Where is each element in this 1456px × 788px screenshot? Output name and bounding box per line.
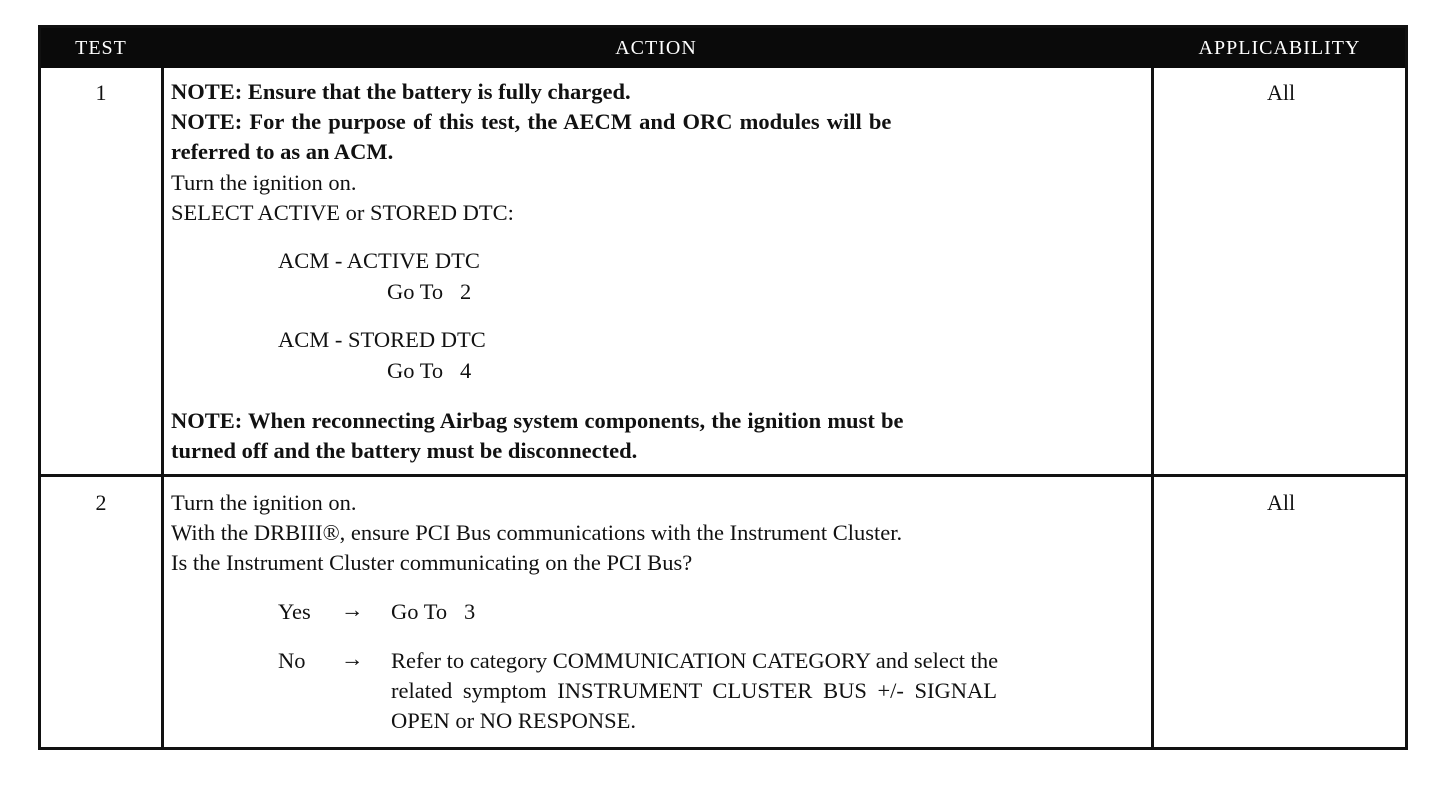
arrow-right-icon: →: [341, 646, 364, 671]
instruction-drbiii: With the DRBIII®, ensure PCI Bus communications with the Instrument Cluster.: [171, 520, 903, 545]
goto-4[interactable]: Go To 4: [387, 358, 472, 383]
table-header: [41, 28, 1405, 68]
instruction-ignition: Turn the ignition on.: [171, 170, 357, 195]
question-pci-bus: Is the Instrument Cluster communicating on the PCI Bus?: [171, 550, 693, 575]
row-divider: [41, 474, 1405, 477]
answer-no-label[interactable]: No: [278, 648, 306, 673]
note-acm-line2: referred to as an ACM.: [171, 139, 394, 164]
column-divider: [161, 68, 164, 750]
no-action-line3: OPEN or NO RESPONSE.: [391, 708, 637, 733]
diagnostic-table: [38, 25, 1408, 750]
instruction-select: SELECT ACTIVE or STORED DTC:: [171, 200, 514, 225]
test-number: 1: [95, 80, 107, 105]
test-number: 2: [95, 490, 107, 515]
note-reconnect-line2: turned off and the battery must be disconnected.: [171, 438, 638, 463]
applicability-value: All: [1266, 80, 1296, 105]
option-active-dtc[interactable]: ACM - ACTIVE DTC: [278, 248, 480, 273]
no-action-line1: Refer to category COMMUNICATION CATEGORY and select the: [391, 648, 999, 673]
instruction-ignition: Turn the ignition on.: [171, 490, 357, 515]
answer-yes-label[interactable]: Yes: [278, 599, 311, 624]
header-action: ACTION: [615, 37, 697, 59]
note-reconnect-line1: NOTE: When reconnecting Airbag system components, the ignition must be: [171, 408, 904, 433]
no-action-line2: related symptom INSTRUMENT CLUSTER BUS +/- SIGNAL: [391, 678, 998, 703]
header-applicability: APPLICABILITY: [1198, 37, 1361, 59]
option-stored-dtc[interactable]: ACM - STORED DTC: [278, 327, 486, 352]
goto-2[interactable]: Go To 2: [387, 279, 472, 304]
note-battery: NOTE: Ensure that the battery is fully charged.: [171, 79, 631, 104]
applicability-value: All: [1266, 490, 1296, 515]
arrow-right-icon: →: [341, 597, 364, 622]
header-test: TEST: [75, 37, 127, 59]
goto-3[interactable]: Go To 3: [391, 599, 476, 624]
note-acm-text: NOTE: For the purpose of this test, the AECM and ORC modules will be: [171, 109, 892, 134]
column-divider: [1151, 68, 1154, 750]
note-acm-line1: [171, 109, 1145, 135]
